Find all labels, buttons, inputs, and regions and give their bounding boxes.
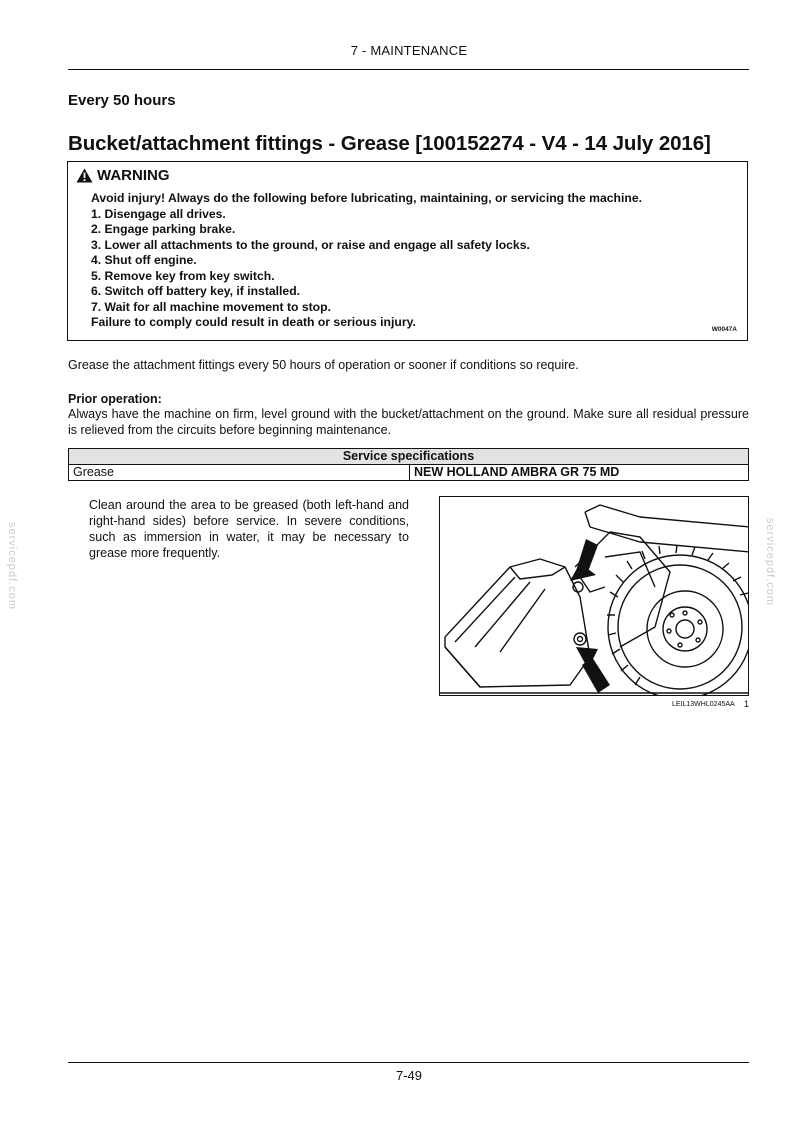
warning-line: 2. Engage parking brake. xyxy=(91,222,236,236)
bucket-grease-figure xyxy=(439,496,749,696)
warning-line: 4. Shut off engine. xyxy=(91,253,197,267)
warning-triangle-icon xyxy=(76,168,93,183)
warning-box xyxy=(67,161,748,341)
spec-table-heading: Service specifications xyxy=(69,449,749,465)
warning-heading xyxy=(76,167,170,184)
figure-number: 1 xyxy=(744,699,750,709)
warning-line: Avoid injury! Always do the following before lubricating, maintaining, or servicing the machine. xyxy=(91,191,642,205)
warning-line: 3. Lower all attachments to the ground, or raise and engage all safety locks. xyxy=(91,237,530,252)
running-header: 7 - MAINTENANCE xyxy=(350,43,468,58)
warning-line: 1. Disengage all drives. xyxy=(91,206,226,221)
intro-paragraph: Grease the attachment fittings every 50 hours of operation or sooner if conditions so require. xyxy=(68,358,579,372)
table-row xyxy=(69,465,749,481)
cleaning-instruction: Clean around the area to be greased (both left-hand and right-hand sides) before service. In severe conditions, such as immersion in water, it may be necessary to grease more frequently. xyxy=(89,498,409,560)
spec-value: NEW HOLLAND AMBRA GR 75 MD xyxy=(410,465,749,481)
watermark-left: servicepdf.com xyxy=(5,522,18,610)
warning-line: 7. Wait for all machine movement to stop. xyxy=(91,299,331,314)
page-title: Bucket/attachment fittings - Grease [100152274 - V4 - 14 July 2016] xyxy=(68,132,711,155)
spec-label: Grease xyxy=(69,465,410,481)
warning-line: Failure to comply could result in death or serious injury. xyxy=(91,315,416,329)
service-specifications-table xyxy=(68,448,749,481)
loader-bucket-illustration xyxy=(440,497,749,696)
watermark-right: servicepdf.com xyxy=(763,518,776,606)
warning-list xyxy=(91,191,642,331)
warning-heading-text: WARNING xyxy=(97,167,170,184)
warning-code: W0047A xyxy=(711,326,737,333)
warning-line: 6. Switch off battery key, if installed. xyxy=(91,284,301,298)
warning-line: 5. Remove key from key switch. xyxy=(91,268,275,283)
prior-operation-heading: Prior operation: xyxy=(68,392,162,406)
subsection-heading: Every 50 hours xyxy=(68,92,176,109)
page-number: 7-49 xyxy=(395,1068,423,1083)
footer-rule xyxy=(68,1062,749,1063)
figure-caption: LEIL13WHL0245AA xyxy=(672,701,735,708)
prior-operation-text: Always have the machine on firm, level ground with the bucket/attachment on the ground. Make sure all residual pressure is relieved from the circuits before beginning maintenance. xyxy=(68,407,749,437)
header-rule xyxy=(68,69,749,70)
